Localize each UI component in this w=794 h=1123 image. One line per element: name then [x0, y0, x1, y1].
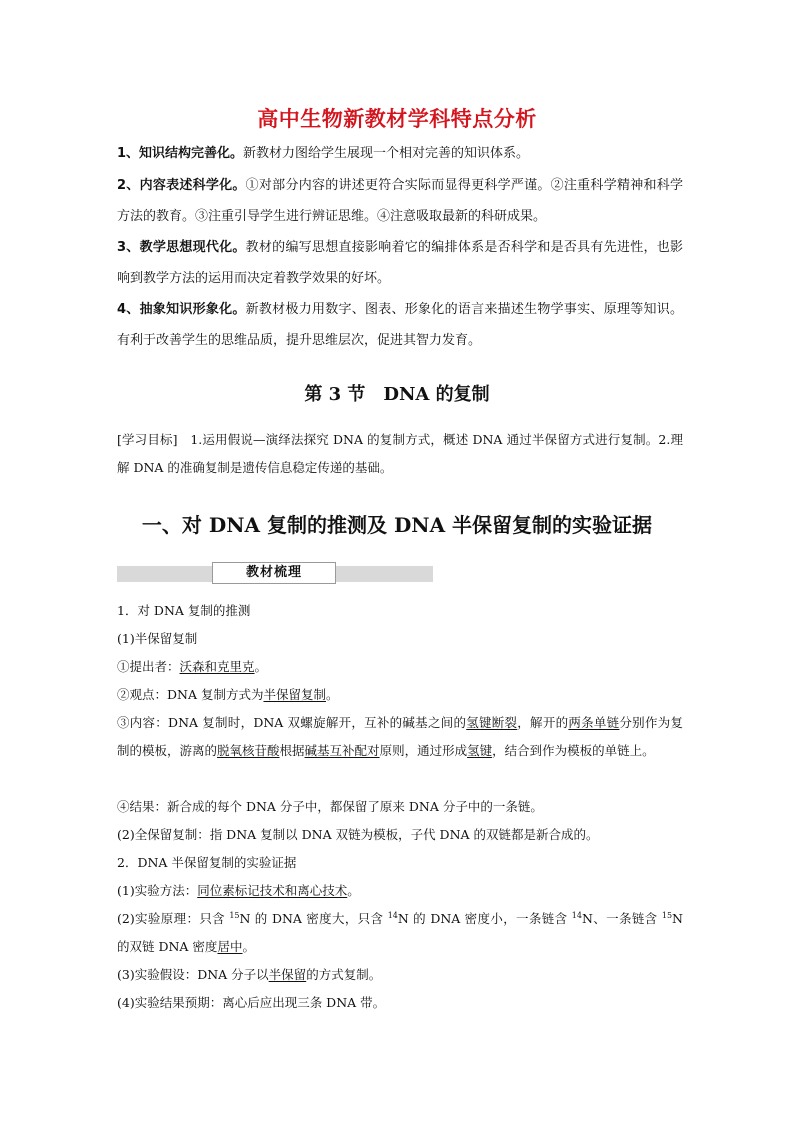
feature-paragraph-4 — [117, 294, 683, 356]
content-answer: 氢键断裂 — [466, 715, 518, 730]
isotope-superscript: 14 — [571, 911, 582, 920]
page-title: 高中生物新教材学科特点分析 — [257, 107, 537, 131]
feature-text: 教材的编写思想直接影响着它的编排体系是否科学和是否具有先进性，也影响到教学方法的运用而决定着教学效果的好坏。 — [117, 240, 683, 286]
content-text: 根据 — [279, 743, 305, 758]
full-conservative-line: (2)全保留复制：指 DNA 复制以 DNA 双链为模板，子代 DNA 的双链都是新合成的。 — [117, 827, 599, 842]
principle-paragraph — [117, 905, 683, 961]
proposer-answer: 沃森和克里克 — [179, 659, 255, 674]
learning-objectives — [117, 426, 683, 482]
feature-paragraph-3 — [117, 232, 683, 294]
viewpoint-line — [117, 681, 683, 709]
feature-lead: 4、抽象知识形象化。 — [117, 302, 246, 317]
principle-text: N 的 DNA 密度大，只含 — [239, 911, 388, 926]
content-text: ，结合到作为模板的单链上。 — [492, 743, 655, 758]
heading-replication-hypothesis: 1．对 DNA 复制的推测 — [117, 603, 251, 618]
viewpoint-prefix: ②观点：DNA 复制方式为 — [117, 687, 264, 702]
section-title: 第 3 节 DNA 的复制 — [304, 384, 490, 405]
principle-text: (2)实验原理：只含 — [117, 911, 230, 926]
hypothesis-prefix: (3)实验假设：DNA 分子以 — [117, 967, 269, 982]
content-text: 分别作为复制的模板，游离的 — [117, 715, 683, 758]
heading-experimental-evidence: 2．DNA 半保留复制的实验证据 — [117, 855, 297, 870]
proposer-end: 。 — [254, 659, 268, 674]
content-answer: 碱基互补配对 — [304, 743, 380, 758]
content-answer: 氢键 — [467, 743, 493, 758]
feature-text: ①对部分内容的讲述更符合实际而显得更科学严谨。②注重科学精神和科学方法的教育。③注重引导学生进行辨证思维。④注意吸取最新的科研成果。 — [117, 178, 683, 224]
viewpoint-end: 。 — [325, 687, 339, 702]
isotope-superscript: 15 — [661, 911, 673, 920]
principle-text: N 的 DNA 密度小，一条链含 — [397, 911, 572, 926]
feature-lead: 3、教学思想现代化。 — [117, 240, 246, 255]
content-text: 原则，通过形成 — [379, 743, 468, 758]
objectives-text: 1.运用假说—演绎法探究 DNA 的复制方式，概述 DNA 通过半保留方式进行复制。2.理解 DNA 的准确复制是遗传信息稳定传递的基础。 — [117, 432, 683, 475]
method-end: 。 — [347, 883, 360, 898]
result-line: ④结果：新合成的每个 DNA 分子中，都保留了原来 DNA 分子中的一条链。 — [117, 799, 543, 814]
feature-paragraph-2 — [117, 170, 683, 232]
proposer-line — [117, 653, 683, 681]
hypothesis-answer: 半保留 — [268, 967, 307, 982]
principle-text: N 的双链 DNA 密度 — [117, 911, 683, 954]
proposer-prefix: ①提出者： — [117, 659, 180, 674]
banner-label: 教材梳理 — [212, 562, 336, 584]
section-banner — [117, 566, 433, 582]
feature-lead: 1、知识结构完善化。 — [117, 146, 244, 161]
part-title: 一、对 DNA 复制的推测及 DNA 半保留复制的实验证据 — [141, 513, 653, 537]
principle-end: 。 — [242, 939, 255, 954]
feature-text: 新教材力图给学生展现一个相对完善的知识体系。 — [243, 146, 530, 161]
principle-text: N、一条链含 — [581, 911, 662, 926]
prediction-line: (4)实验结果预期：离心后应出现三条 DNA 带。 — [117, 995, 386, 1010]
method-answer: 同位素标记技术和离心技术 — [197, 883, 348, 898]
viewpoint-answer: 半保留复制 — [263, 687, 326, 702]
hypothesis-end: 的方式复制。 — [306, 967, 382, 982]
isotope-superscript: 14 — [387, 911, 398, 920]
feature-paragraph-1 — [117, 138, 683, 169]
method-prefix: (1)实验方法： — [117, 883, 198, 898]
principle-answer: 居中 — [217, 939, 243, 954]
hypothesis-line — [117, 961, 683, 989]
content-text: ③内容：DNA 复制时，DNA 双螺旋解开，互补的碱基之间的 — [117, 715, 467, 730]
content-answer: 脱氧核苷酸 — [217, 743, 280, 758]
feature-text: 新教材极力用数字、图表、形象化的语言来描述生物学事实、原理等知识。有利于改善学生的思维品质，提升思维层次，促进其智力发育。 — [117, 302, 683, 348]
method-line — [117, 877, 683, 905]
objectives-label: [学习目标] — [117, 432, 178, 447]
content-text: ，解开的 — [517, 715, 569, 730]
feature-lead: 2、内容表述科学化。 — [117, 178, 246, 193]
content-paragraph — [117, 709, 683, 765]
isotope-superscript: 15 — [229, 911, 240, 920]
content-answer: 两条单链 — [568, 715, 620, 730]
semi-conservative-heading: (1)半保留复制 — [117, 631, 198, 646]
